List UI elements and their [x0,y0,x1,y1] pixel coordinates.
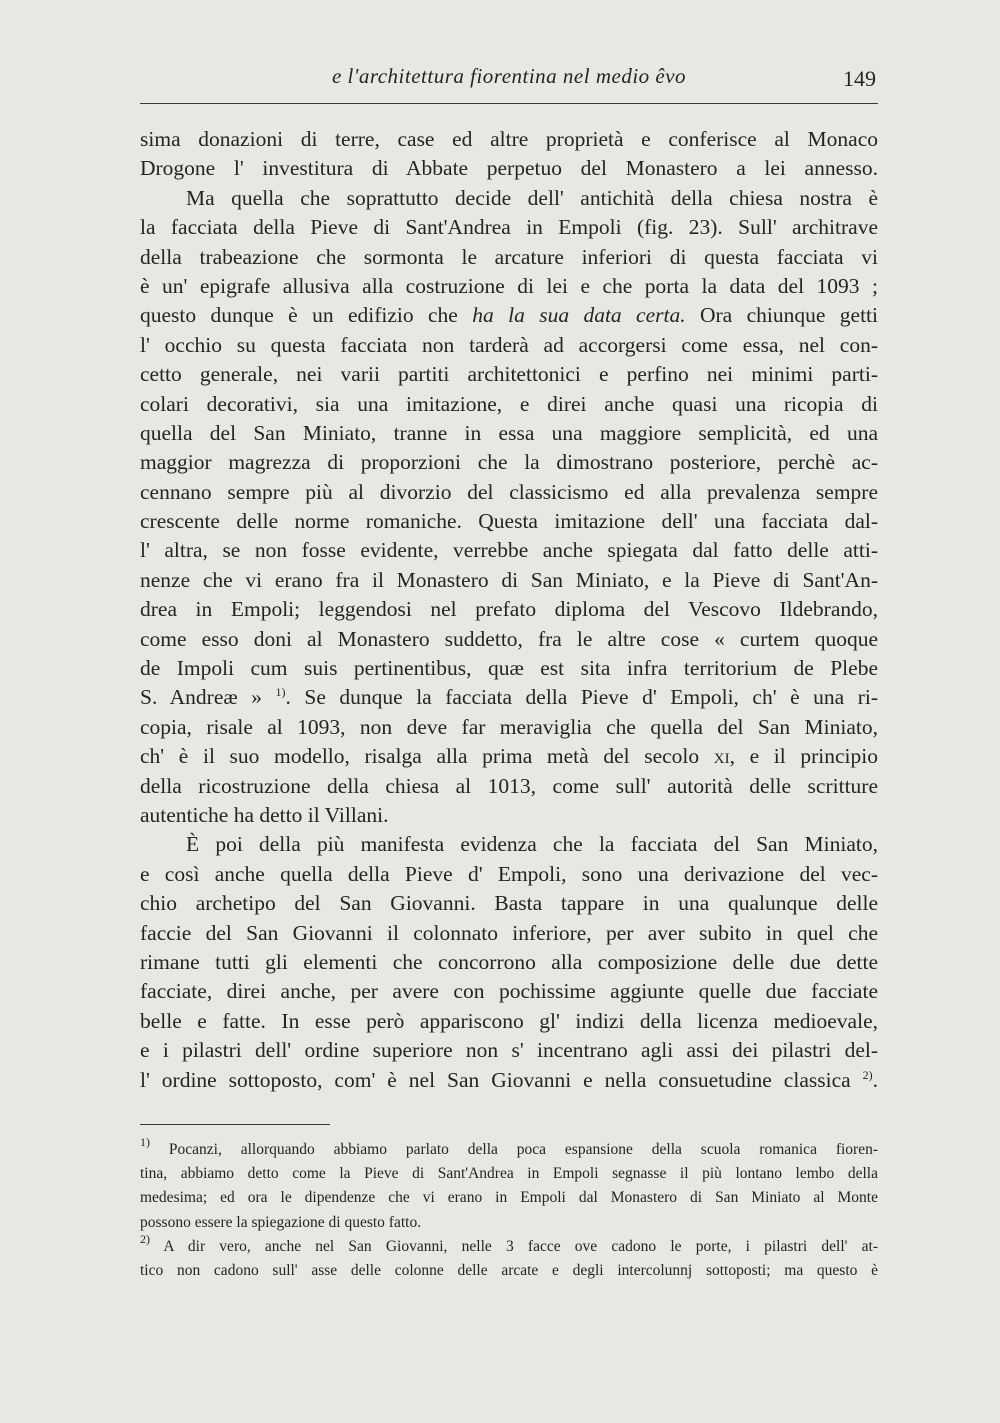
footnote-ref-1[interactable]: 1) [275,685,286,700]
text-line: e i pilastri dell' ordine superiore non s' incentrano agli assi dei pilastri del- [140,1038,878,1063]
text-line: faccie del San Giovanni il colonnato inferiore, per aver subito in quel che [140,920,878,945]
text-line: colari decorativi, sia una imitazione, e direi anche quasi una ricopia di [140,391,878,416]
running-head [140,62,878,102]
text-line: belle e fatte. In esse però appariscono gl' indizi della licenza medioevale, [140,1008,878,1033]
text-line: drea in Empoli; leggendosi nel prefato diploma del Vescovo Ildebrando, [140,597,878,622]
footnote-marker-2: 2) [140,1231,150,1246]
body-text [140,125,878,1095]
text-line: Ma quella che soprattutto decide dell' antichità della chiesa nostra è [186,185,878,210]
text-line: autentiche ha detto il Villani. [140,802,389,827]
text-line: della trabeazione che sormonta le arcature inferiori di questa facciata vi [140,244,878,269]
text-line [140,301,878,330]
text-line: chio archetipo del San Giovanni. Basta tappare in una qualunque delle [140,891,878,916]
footnote-ref-2[interactable]: 2) [862,1067,873,1082]
text-line: cetto generale, nei varii partiti architettonici e perfino nei minimi parti- [140,362,878,387]
footnote-line: medesima; ed ora le dipendenze che vi erano in Empoli dal Monastero di San Miniato al Monte [140,1189,878,1207]
text-fragment: , e il principio [729,744,878,769]
text-line: l' occhio su questa facciata non tarderà ad accorgersi come essa, nel con- [140,332,878,357]
text-line: È poi della più manifesta evidenza che la facciata del San Miniato, [186,832,878,857]
text-line [140,742,878,771]
text-fragment: . Se dunque la facciata della Pieve d' Empoli, ch' è una ri- [285,685,878,710]
text-fragment: . [872,1067,878,1092]
text-line: cennano sempre più al divorzio del classicismo ed alla prevalenza sempre [140,479,878,504]
text-fragment: A dir vero, anche nel San Giovanni, nelle 3 facce ove cadono le porte, i pilastri dell' at- [150,1237,878,1255]
text-line: l' altra, se non fosse evidente, verrebbe anche spiegata dal fatto delle atti- [140,538,878,563]
text-line: sima donazioni di terre, case ed altre proprietà e conferisce al Monaco [140,127,878,151]
footnote-line: possono essere la spiegazione di questo fatto. [140,1213,422,1231]
text-line: de Impoli cum suis pertinentibus, quæ est sita infra territorium de Plebe [140,656,878,681]
text-line: la facciata della Pieve di Sant'Andrea in Empoli (fig. 23). Sull' architrave [140,215,878,240]
text-line: copia, risale al 1093, non deve far meraviglia che quella del San Miniato, [140,714,878,739]
text-line: della ricostruzione della chiesa al 1013, come sull' autorità delle scritture [140,773,878,798]
text-fragment: Ora chiunque getti [685,303,878,328]
header-rule [140,103,878,104]
text-fragment: Pocanzi, allorquando abbiamo parlato della poca espansione della scuola romanica fioren- [150,1141,878,1158]
text-fragment: l' ordine sottoposto, com' è nel San Giovanni e nella consuetudine classica [140,1067,863,1092]
footnote-line [140,1135,878,1162]
text-line: rimane tutti gli elementi che concorrono alla composizione delle due dette [140,949,878,974]
footnote-marker-1: 1) [140,1135,150,1149]
footnote-rule [140,1124,330,1125]
footnote-line [140,1231,878,1259]
text-line [140,683,878,712]
running-title: e l'architettura fiorentina nel medio êvo [331,64,687,88]
roman-numeral: xi [713,744,730,769]
page-number: 149 [843,66,876,91]
text-fragment: ch' è il suo modello, risalga alla prima metà del secolo [140,744,714,769]
text-line: e così anche quella della Pieve d' Empoli, sono una derivazione del vec- [140,861,878,886]
footnote-line: tico non cadono sull' asse delle colonne delle arcate e degli intercolunnj sottoposti; ma questo è [140,1261,878,1279]
text-fragment: S. Andreæ » [140,685,276,710]
text-line: facciate, direi anche, per avere con pochissime aggiunte quelle due facciate [140,979,878,1004]
text-line: maggior magrezza di proporzioni che la dimostrano posteriore, perchè ac- [140,450,878,475]
text-line: Drogone l' investitura di Abbate perpetuo del Monastero a lei annesso. [140,156,878,181]
text-line: è un' epigrafe allusiva alla costruzione di lei e che porta la data del 1093 ; [140,273,878,298]
text-line: crescente delle norme romaniche. Questa imitazione dell' una facciata dal- [140,509,878,534]
text-fragment: questo dunque è un edifizio che [140,303,473,328]
italic-phrase: ha la sua data certa. [472,303,686,328]
text-line [140,1066,878,1095]
footnotes [140,1135,878,1283]
text-line: quella del San Miniato, tranne in essa una maggiore semplicità, ed una [140,420,878,445]
text-line: nenze che vi erano fra il Monastero di San Miniato, e la Pieve di Sant'An- [140,567,878,592]
text-line: come esso doni al Monastero suddetto, fra le altre cose « curtem quoque [140,626,878,651]
footnote-line: tina, abbiamo detto come la Pieve di Sant'Andrea in Empoli segnasse il più lontano lembo della [140,1165,878,1183]
